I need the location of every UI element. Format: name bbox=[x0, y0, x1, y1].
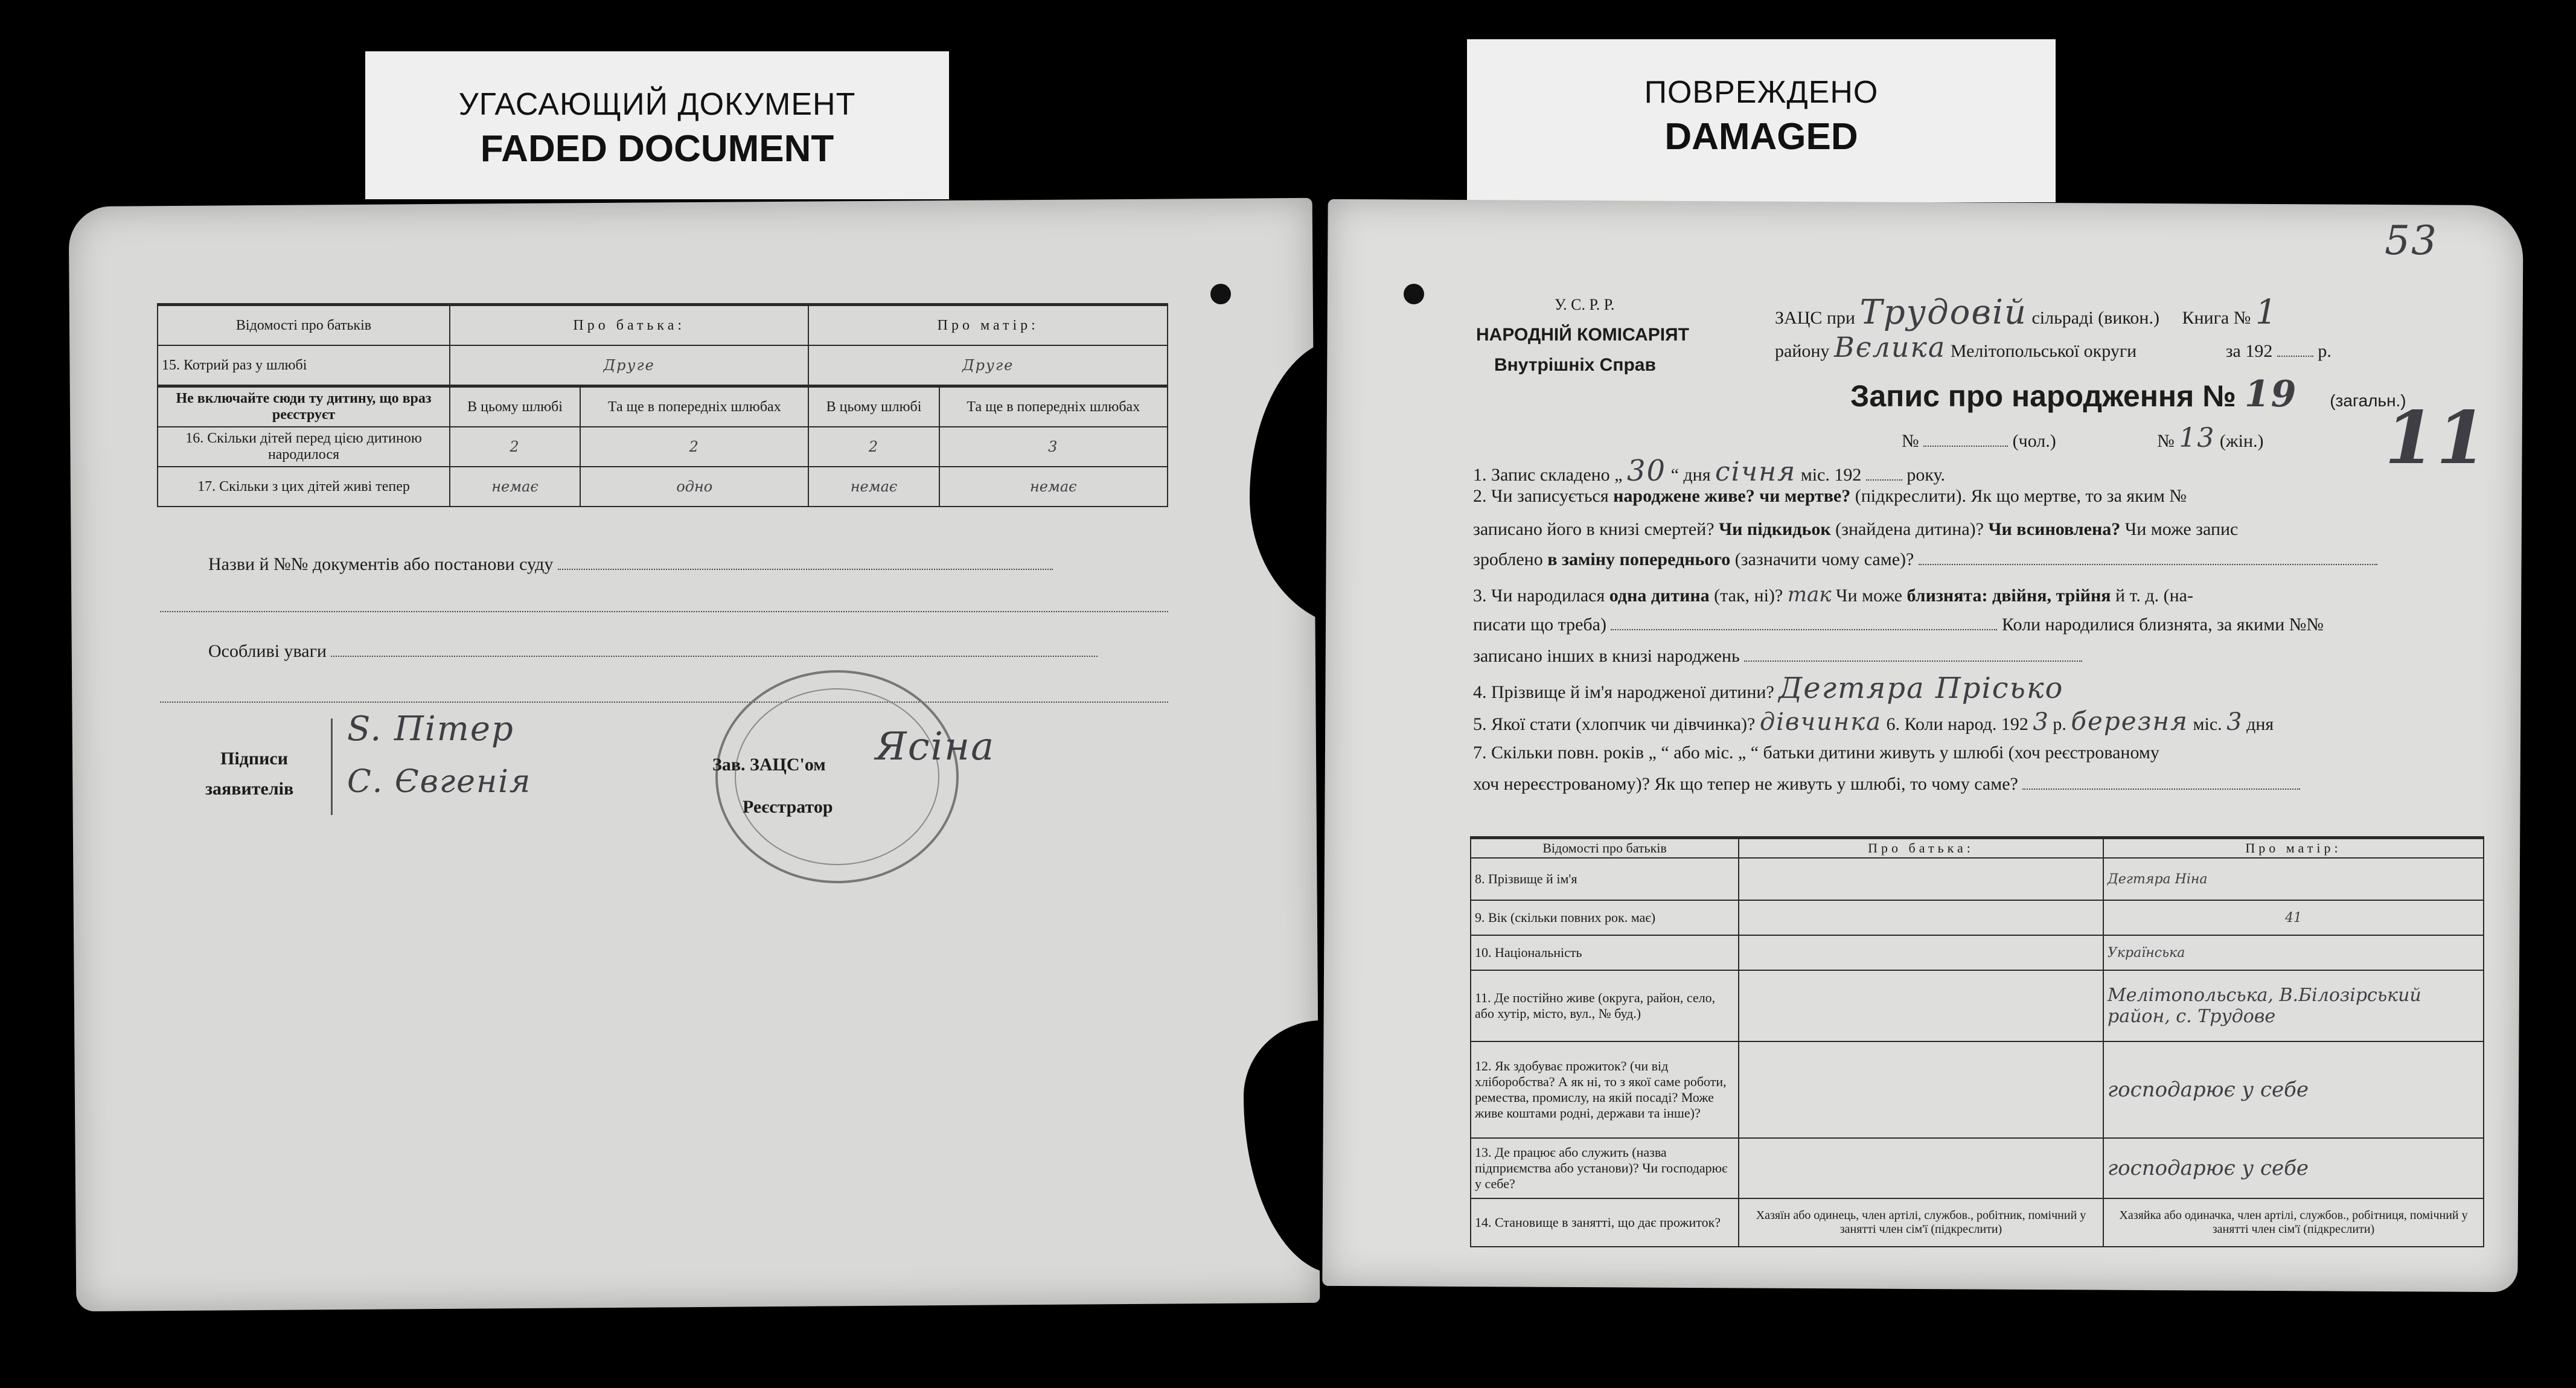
authority-line3: Внутрішніх Справ bbox=[1494, 355, 1656, 375]
col-label-header: Відомості про батьків bbox=[1471, 838, 1739, 859]
row15-label: 15. Котрий раз у шлюбі bbox=[158, 345, 450, 386]
birth-year: 3 bbox=[2033, 708, 2048, 736]
record-number: 19 bbox=[2244, 373, 2298, 415]
dotted-field bbox=[2277, 356, 2313, 357]
text: 4. Прізвище й ім'я народженої дитини? bbox=[1473, 682, 1774, 702]
parents-info-table-right bbox=[1470, 836, 2484, 1247]
record-month: січня bbox=[1715, 456, 1797, 487]
col-mother-header: Про матір: bbox=[808, 305, 1168, 346]
signature-bracket bbox=[331, 718, 335, 815]
sub-header-father-this: В цьому шлюбі bbox=[450, 386, 580, 427]
dotted-field bbox=[1866, 479, 1902, 481]
okruga-label: Мелітопольської округи bbox=[1950, 341, 2137, 361]
text: (так, ні)? bbox=[1714, 586, 1783, 606]
text: в заміну попереднього bbox=[1547, 549, 1731, 569]
mother-value: Мелітопольська, В.Білозірський район, с. Трудове bbox=[2103, 970, 2484, 1041]
signatures-label-2: заявителів bbox=[205, 779, 294, 799]
district-label: району bbox=[1775, 341, 1830, 361]
father-value bbox=[1739, 858, 2103, 900]
child-name: Дегтяра Прісько bbox=[1779, 671, 2064, 705]
row-label: 14. Становище в занятті, що дає прожиток? bbox=[1471, 1198, 1739, 1247]
book-value: 1 bbox=[2255, 293, 2278, 332]
table-row bbox=[1471, 1138, 2484, 1198]
record-subnumbers bbox=[1902, 423, 2264, 453]
female-no-sign: № bbox=[2157, 431, 2175, 451]
dotted-field bbox=[1611, 629, 1997, 630]
col-father-header: Про батька: bbox=[450, 305, 808, 346]
damaged-label-ru: ПОВРЕЖДЕНО bbox=[1644, 75, 1879, 110]
text: записано інших в книзі народжень bbox=[1473, 646, 1740, 666]
father-value bbox=[1739, 900, 2103, 935]
damaged-label-en: DAMAGED bbox=[1664, 116, 1858, 158]
mother-value: 41 bbox=[2103, 900, 2484, 935]
table-row bbox=[1471, 935, 2484, 970]
dotted-field bbox=[1923, 446, 2008, 447]
table-row bbox=[1471, 858, 2484, 900]
row16-father-this: 2 bbox=[450, 427, 580, 467]
text: Коли народилися близнята, за якими №№ bbox=[2001, 615, 2324, 635]
page-number: 53 bbox=[2385, 217, 2438, 264]
table-row bbox=[1471, 900, 2484, 935]
punch-hole bbox=[1210, 284, 1231, 304]
text: “ батьки дитини живуть у шлюбі (хоч реєстрованому bbox=[1750, 743, 2159, 763]
text: Чи може bbox=[1836, 586, 1902, 606]
female-label: (жін.) bbox=[2219, 431, 2264, 451]
table-row bbox=[1471, 1198, 2484, 1247]
text: 2. Чи записується bbox=[1473, 486, 1609, 506]
text: 3. Чи народилася bbox=[1473, 586, 1605, 606]
text: 6. Коли народ. 192 bbox=[1886, 714, 2028, 734]
row15-mother-value: Друге bbox=[808, 345, 1168, 386]
applicant-signature-1: S. Пітер bbox=[347, 709, 514, 749]
sub-header-mother-this: В цьому шлюбі bbox=[808, 386, 939, 427]
record-title: Запис про народження № bbox=[1850, 379, 2236, 413]
col-father-header: Про батька: bbox=[1739, 838, 2103, 859]
sub-header-mother-prev: Та ще в попередніх шлюбах bbox=[939, 386, 1168, 427]
birth-month: березня bbox=[2071, 706, 2188, 736]
line-7b bbox=[1473, 774, 2300, 795]
margin-mark: 11 bbox=[2385, 395, 2488, 481]
record-title-line bbox=[1850, 373, 2406, 415]
zags-value: Трудовій bbox=[1859, 293, 2027, 332]
documents-line bbox=[208, 554, 1053, 575]
line-3 bbox=[1473, 583, 2193, 607]
dotted-field bbox=[1744, 660, 2082, 662]
row17-mother-this: немає bbox=[808, 467, 939, 507]
row-label: 8. Прізвище й ім'я bbox=[1471, 858, 1739, 900]
year-suffix: р. bbox=[2318, 341, 2332, 361]
text: року. bbox=[1906, 465, 1946, 485]
district-value: Вєлика bbox=[1833, 331, 1946, 363]
text: хоч нереєстрованому)? Як що тепер не живуть у шлюбі, то чому саме? bbox=[1473, 774, 2018, 794]
dotted-field bbox=[160, 702, 1168, 703]
remarks-continuation-line bbox=[160, 687, 1168, 708]
text: “ дня bbox=[1670, 465, 1711, 485]
dotted-field bbox=[1919, 564, 2377, 565]
line-1 bbox=[1473, 454, 1945, 488]
female-number: 13 bbox=[2179, 423, 2216, 453]
row16-mother-prev: 3 bbox=[939, 427, 1168, 467]
row-label: 9. Вік (скільки повних рок. має) bbox=[1471, 900, 1739, 935]
faded-label-ru: УГАСАЮЩИЙ ДОКУМЕНТ bbox=[458, 87, 856, 122]
district-line bbox=[1775, 331, 2332, 363]
dotted-field bbox=[160, 611, 1168, 612]
row16-mother-this: 2 bbox=[808, 427, 939, 467]
row-note: Не включайте сюди ту дитину, що враз реєструєт bbox=[158, 386, 450, 427]
father-value: Хазяїн або одинець, член артілі, службов., робітник, помічний у занятті член сім'ї (підкреслити) bbox=[1739, 1198, 2103, 1247]
text: Чи підкидьок bbox=[1719, 519, 1831, 539]
council-label: сільраді (викон.) bbox=[2031, 308, 2159, 328]
record-number-suffix: (загальн.) bbox=[2330, 391, 2406, 410]
authority-line1: У. С. Р. Р. bbox=[1555, 296, 1615, 313]
mother-value: Дегтяра Ніна bbox=[2103, 858, 2484, 900]
text: записано його в книзі смертей? bbox=[1473, 519, 1715, 539]
text: міс. bbox=[2193, 714, 2222, 734]
row-label: 13. Де працює або служить (назва підприємства або установи)? Чи господарює у себе? bbox=[1471, 1138, 1739, 1198]
applicant-signature-2: С. Євгенія bbox=[347, 764, 532, 800]
mother-value: господарює у себе bbox=[2103, 1138, 2484, 1198]
head-signature: Ясіна bbox=[875, 724, 996, 769]
dotted-field bbox=[2022, 788, 2300, 790]
documents-dotted-field bbox=[558, 569, 1053, 570]
authority-line2: НАРОДНІЙ КОМІСАРІЯТ bbox=[1476, 325, 1689, 345]
zags-line bbox=[1775, 293, 2278, 332]
text: зроблено bbox=[1473, 549, 1543, 569]
father-value bbox=[1739, 935, 2103, 970]
signatures-label-1: Підписи bbox=[220, 749, 289, 769]
child-sex: дівчинка bbox=[1759, 708, 1882, 736]
birth-day: 3 bbox=[2226, 708, 2242, 736]
registrar-label: Реєстратор bbox=[743, 797, 833, 817]
text: близнята: двійня, трійня bbox=[1906, 586, 2111, 606]
row15-father-value: Друге bbox=[450, 345, 808, 386]
remarks-label: Особливі уваги bbox=[208, 641, 327, 661]
faded-document-label bbox=[365, 51, 949, 199]
text: 7. Скільки повн. років „ bbox=[1473, 743, 1657, 763]
documents-label: Назви й №№ документів або постанови суду bbox=[208, 554, 554, 574]
father-value bbox=[1739, 1138, 2103, 1198]
parents-info-table-left bbox=[157, 303, 1168, 507]
zags-label: ЗАЦС при bbox=[1775, 308, 1855, 328]
line-3b bbox=[1473, 615, 2324, 635]
text: й т. д. (на- bbox=[2115, 586, 2193, 606]
col-mother-header: Про матір: bbox=[2103, 838, 2484, 859]
text: (підкреслити). Як що мертве, то за яким № bbox=[1855, 486, 2187, 506]
book-label: Книга № bbox=[2182, 308, 2251, 328]
text: (знайдена дитина)? bbox=[1835, 519, 1984, 539]
text: р. bbox=[2053, 714, 2066, 734]
table-row bbox=[1471, 970, 2484, 1041]
line-7 bbox=[1473, 743, 2159, 763]
text: писати що треба) bbox=[1473, 615, 1606, 635]
father-value bbox=[1739, 1041, 2103, 1138]
row-label: 11. Де постійно живе (округа, район, село, або хутір, місто, вул., № буд.) bbox=[1471, 970, 1739, 1041]
male-no-sign: № bbox=[1902, 431, 1919, 451]
official-stamp bbox=[715, 670, 959, 883]
mother-value: господарює у себе bbox=[2103, 1041, 2484, 1138]
text: міс. 192 bbox=[1800, 465, 1862, 485]
head-zags-label: Зав. ЗАЦС'ом bbox=[712, 755, 826, 775]
text: народжене живе? чи мертве? bbox=[1613, 486, 1851, 506]
row-label: 12. Як здобуває прожиток? (чи від хліборобства? А як ні, то з якої саме роботи, ремества, промислу, на якій посаді? Може живе коштами родні, держави та інше)? bbox=[1471, 1041, 1739, 1138]
line-5 bbox=[1473, 706, 2274, 736]
single-child-answer: так bbox=[1787, 583, 1832, 607]
row17-father-this: немає bbox=[450, 467, 580, 507]
line-2 bbox=[1473, 486, 2187, 507]
table-row bbox=[1471, 1041, 2484, 1138]
line-2b bbox=[1473, 519, 2238, 540]
text: (зазначити чому саме)? bbox=[1734, 549, 1914, 569]
father-value bbox=[1739, 970, 2103, 1041]
damaged-document-label bbox=[1467, 39, 2056, 202]
line-3c bbox=[1473, 646, 2082, 667]
line-4 bbox=[1473, 671, 2063, 705]
text: Чи всиновлена? bbox=[1988, 519, 2121, 539]
remarks-dotted-field bbox=[331, 656, 1098, 657]
text: Чи може запис bbox=[2124, 519, 2239, 539]
sub-header-father-prev: Та ще в попередніх шлюбах bbox=[580, 386, 808, 427]
row-label: 10. Національність bbox=[1471, 935, 1739, 970]
punch-hole bbox=[1404, 284, 1424, 304]
text: 1. Запис складено „ bbox=[1473, 465, 1623, 485]
remarks-line bbox=[208, 641, 1098, 662]
row16-father-prev: 2 bbox=[580, 427, 808, 467]
text: одна дитина bbox=[1609, 586, 1710, 606]
row16-label: 16. Скільки дітей перед цією дитиною народилося bbox=[158, 427, 450, 467]
col-label-header: Відомості про батьків bbox=[158, 305, 450, 346]
year-label: за 192 bbox=[2225, 341, 2273, 361]
row17-label: 17. Скільки з цих дітей живі тепер bbox=[158, 467, 450, 507]
mother-value: Українська bbox=[2103, 935, 2484, 970]
row17-father-prev: одно bbox=[580, 467, 808, 507]
faded-label-en: FADED DOCUMENT bbox=[480, 128, 834, 170]
line-2c bbox=[1473, 549, 2377, 570]
mother-value: Хазяйка або одиначка, член артілі, службов., робітниця, помічний у занятті член сім'ї (підкреслити) bbox=[2103, 1198, 2484, 1247]
text: дня bbox=[2246, 714, 2274, 734]
text: “ або міс. „ bbox=[1661, 743, 1747, 763]
row17-mother-prev: немає bbox=[939, 467, 1168, 507]
documents-continuation-line bbox=[160, 596, 1168, 617]
male-label: (чол.) bbox=[2012, 431, 2056, 451]
record-day: 30 bbox=[1627, 454, 1667, 488]
text: 5. Якої стати (хлопчик чи дівчинка)? bbox=[1473, 714, 1756, 734]
